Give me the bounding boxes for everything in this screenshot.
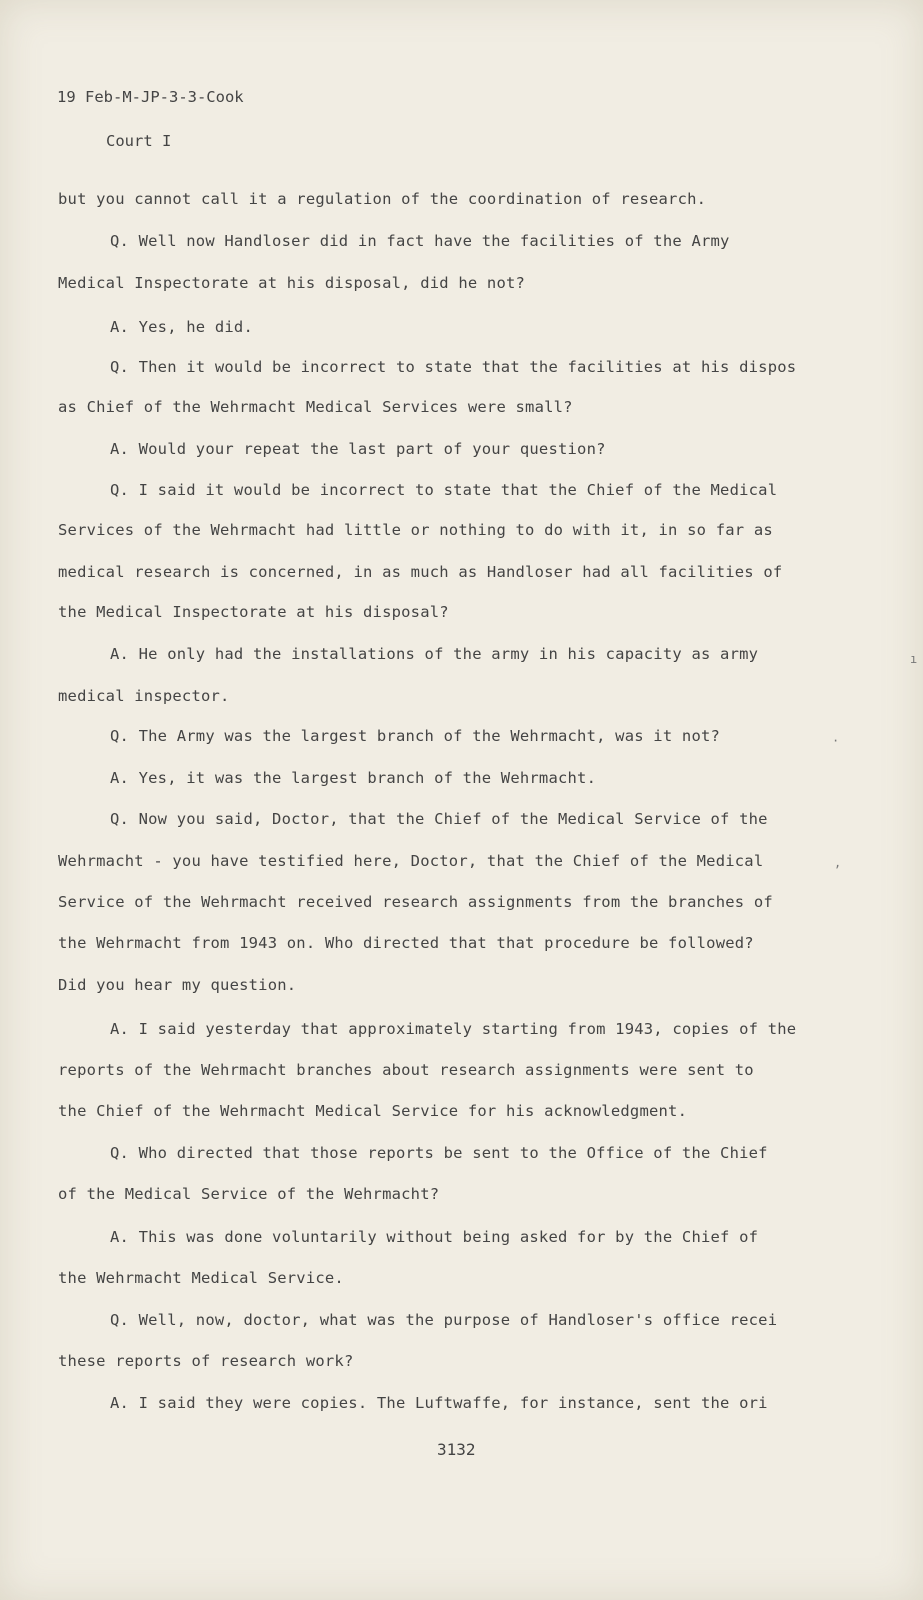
transcript-line: of the Medical Service of the Wehrmacht?	[58, 1185, 440, 1203]
transcript-line: Q. I said it would be incorrect to state that the Chief of the Medical	[110, 481, 778, 499]
document-reference: 19 Feb-M-JP-3-3-Cook	[57, 88, 244, 106]
transcript-line: A. Yes, it was the largest branch of the Wehrmacht.	[110, 769, 597, 787]
transcript-line: Wehrmacht - you have testified here, Doctor, that the Chief of the Medical	[58, 852, 764, 870]
transcript-line: A. Would your repeat the last part of your question?	[110, 440, 606, 458]
transcript-line: Q. Well now Handloser did in fact have the facilities of the Army	[110, 232, 730, 250]
transcript-line: Q. Then it would be incorrect to state that the facilities at his dispos	[110, 358, 797, 376]
transcript-line: these reports of research work?	[58, 1352, 354, 1370]
transcript-line: Did you hear my question.	[58, 976, 297, 994]
court-label: Court I	[106, 132, 172, 150]
transcript-line: Q. The Army was the largest branch of the Wehrmacht, was it not?	[110, 727, 721, 745]
transcript-line: the Wehrmacht from 1943 on. Who directed that that procedure be followed?	[58, 934, 754, 952]
margin-mark: ı	[910, 652, 918, 666]
transcript-line: medical research is concerned, in as much as Handloser had all facilities of	[58, 563, 783, 581]
transcript-line: Q. Now you said, Doctor, that the Chief of the Medical Service of the	[110, 810, 768, 828]
transcript-line: Medical Inspectorate at his disposal, did he not?	[58, 274, 526, 292]
margin-mark: ·	[832, 734, 840, 748]
transcript-line: A. He only had the installations of the army in his capacity as army	[110, 645, 759, 663]
transcript-line: Q. Who directed that those reports be sent to the Office of the Chief	[110, 1144, 768, 1162]
transcript-line: A. This was done voluntarily without being asked for by the Chief of	[110, 1228, 759, 1246]
transcript-line: A. Yes, he did.	[110, 318, 253, 336]
page-number: 3132	[437, 1440, 476, 1459]
transcript-line: as Chief of the Wehrmacht Medical Services were small?	[58, 398, 573, 416]
transcript-line: the Medical Inspectorate at his disposal?	[58, 603, 449, 621]
transcript-line: Services of the Wehrmacht had little or nothing to do with it, in so far as	[58, 521, 773, 539]
transcript-line: reports of the Wehrmacht branches about research assignments were sent to	[58, 1061, 754, 1079]
transcript-line: Service of the Wehrmacht received research assignments from the branches of	[58, 893, 773, 911]
transcript-line: Q. Well, now, doctor, what was the purpose of Handloser's office recei	[110, 1311, 778, 1329]
transcript-line: medical inspector.	[58, 687, 230, 705]
transcript-line: the Chief of the Wehrmacht Medical Service for his acknowledgment.	[58, 1102, 688, 1120]
transcript-line: A. I said they were copies. The Luftwaffe, for instance, sent the ori	[110, 1394, 768, 1412]
transcript-line: the Wehrmacht Medical Service.	[58, 1269, 344, 1287]
margin-mark: ,	[834, 856, 842, 870]
transcript-line: A. I said yesterday that approximately starting from 1943, copies of the	[110, 1020, 797, 1038]
transcript-line: but you cannot call it a regulation of the coordination of research.	[58, 190, 707, 208]
